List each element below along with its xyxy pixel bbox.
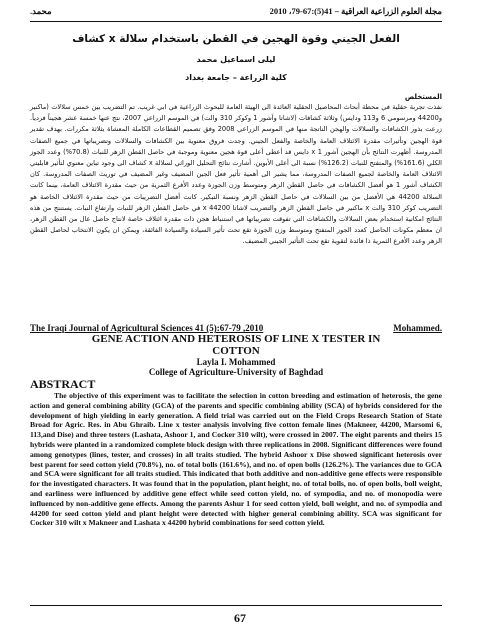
english-abstract-paragraph: The objective of this experiment was to facilitate the selection in cotton breeding and estimation of heterosis, the gene action and general combining ability (GCA) of the parents and specific combining ability (SCA) of hybrids considered for the development of high yielding in early generation. A field trial was carried out on the Field Crops Research Station of State Broad for Agric. Res. in Abu Ghraib. Line x tester analysis involving five cotton female lines (Makneer, 44200, Marsomi 6, 113,and Dise) and three testers (Lashata, Ashoor 1, and Cocker 310 wilt), were crossed in 2007. The eight parents and theirs 15 hybrids were planted in a randomized complete block design with three replications in 2008. Significant differences were found among genotypes (lines, tester, and crosses) in all traits studied. The hybrid Ashoor x Dise showed significant heterosis over best parent for seed cotton yield (70.8%), no. of total bolls (161.6%), and no. of open bolls (126.2%). The variances due to GCA and SCA were significant for all traits studied. This indicated that both additive and non-additive gene effects were responsible for the investigated characters. It was found that in the population, plant height, no. of total bolls, no. of open bolls, boll weight, and earliness were influenced by additive gene effect while seed cotton yield, no. of sympodia, and no. of monopodia were influenced by non-additive gene effects. Among the parents Ashur 1 for seed cotton yield, boll weight, and no. of sympodia and 44200 for seed cotton yield and plant height were detected with higher general combining ability. SCA was significant for Cocker 310 wilt x Makneer and Lashata x 44200 hybrid combinations for seed cotton yield. [30, 391, 442, 528]
footer-rule [30, 605, 442, 606]
arabic-journal-citation: مجلة العلوم الزراعية العراقية – 41(5):67-79، 2010 [269, 6, 442, 16]
english-title-line2: COTTON [212, 345, 260, 357]
english-author: Layla I. Mohammed [196, 357, 276, 367]
english-abstract-heading: ABSTRACT [30, 377, 96, 391]
arabic-abstract-heading: المستخلص [404, 93, 442, 101]
english-author-short: Mohammed. [393, 323, 442, 333]
arabic-title: الفعل الجيني وقوة الهجين في القطن باستخدام سلالة x كشاف [72, 33, 400, 45]
arabic-running-header [30, 6, 442, 20]
english-running-header [30, 323, 442, 333]
arabic-affiliation: كلية الزراعة – جامعة بغداد [185, 73, 287, 82]
english-affiliation: College of Agriculture-University of Baghdad [148, 367, 324, 377]
english-abstract-body [30, 391, 442, 528]
header-rule [30, 21, 442, 22]
english-title-line1: GENE ACTION AND HETEROSIS OF LINE X TESTER IN [91, 333, 381, 345]
arabic-author-short: محمد. [30, 6, 52, 16]
arabic-author: ليلى اسماعيل محمد [196, 55, 276, 64]
page-number: 67 [234, 611, 246, 625]
arabic-abstract-body: نفذت تجربة حقلية في محطة أبحاث المحاصيل الحقلية العائدة الى الهيئة العامة للبحوث الزراعية في ابي غريب. تم التضريب بين خمس سلالات (ماكنير و44200 ومرسومي 6 و113 ودايس) وثلاثة كشافات (لاشاتا وآشور 1 وكوكر 310 والت) في الموسم الزراعي 2007، نتج عنها خمسة عشر هجيناً فردياً. زرعت بذور الكشافات والسلالات والهجن الناتجة منها في الموسم الزراعي 2008 وفق تصميم القطاعات الكاملة المعشاة بثلاثة مكررات. بهدف تقدير قوة الهجين وتأثيرات مقدرة الائتلاف العامة والخاصة والفعل الجيني. وجدت فروق معنوية بين الكشافات والسلالات وتضريباتها في جميع الصفات المدروسة. أظهرت النتائج بأن الهجين آشور 1 x دايس قد أعطى أعلى قوة هجين معنوية وموجبة في حاصل القطن الزهر للنبات (70.8%) وعدد الجوز الكلي (161.6%) والمتفتح للنبات (126.2%) نسبة الى أعلى الأبوين. أشارت نتائج التحليل الوراثي لسلالة x كشاف الى وجود تباين معنوي لتأثير قابليتي الائتلاف العامة والخاصة لجميع الصفات المدروسة، مما يشير الى أهمية تأثير فعل الجين المضيف وغير المضيف في توريث الصفات المدروسة. كان الكشاف آشور 1 هو أفضل الكشافات في حاصل القطن الزهر ومتوسط وزن الجوزة وعدد الأفرع الثمرية من حيث مقدرة الائتلاف العامة، بينما كانت السلالة 44200 هي الأفضل من بين السلالات في حاصل القطن الزهر ونسبة التبكير. كانت أفضل التضريبات من حيث مقدرة الائتلاف الخاصة هو التضريب كوكر 310 والت x ماكنير في حاصل القطن الزهر والتضريب لاشاتا x 44200 في حاصل القطن الزهر للنبات وارتفاع النبات. يستنتج من هذه النتائج امكانية استخدام بعض السلالات والكشافات التي تفوقت تضريباتها في استنباط هجن ذات مقدرة ائتلاف خاصة لانتاج حاصل عال من القطن الزهر، ان معظم مكونات الحاصل كعدد الجوز المتفتح ومتوسط وزن الجوزة تقع تحت تأثير السيادة والسيادة الفائقة، ويمكن ان يكون الانتخاب لحاصل القطن الزهر وعدد الأفرع الثمرية ذا فائدة لتقوية تقع تحت التأثير الجيني المضيف. [30, 103, 443, 246]
english-journal-citation: The Iraqi Journal of Agricultural Sciences 41 (5):67-79 ,2010 [30, 323, 264, 333]
